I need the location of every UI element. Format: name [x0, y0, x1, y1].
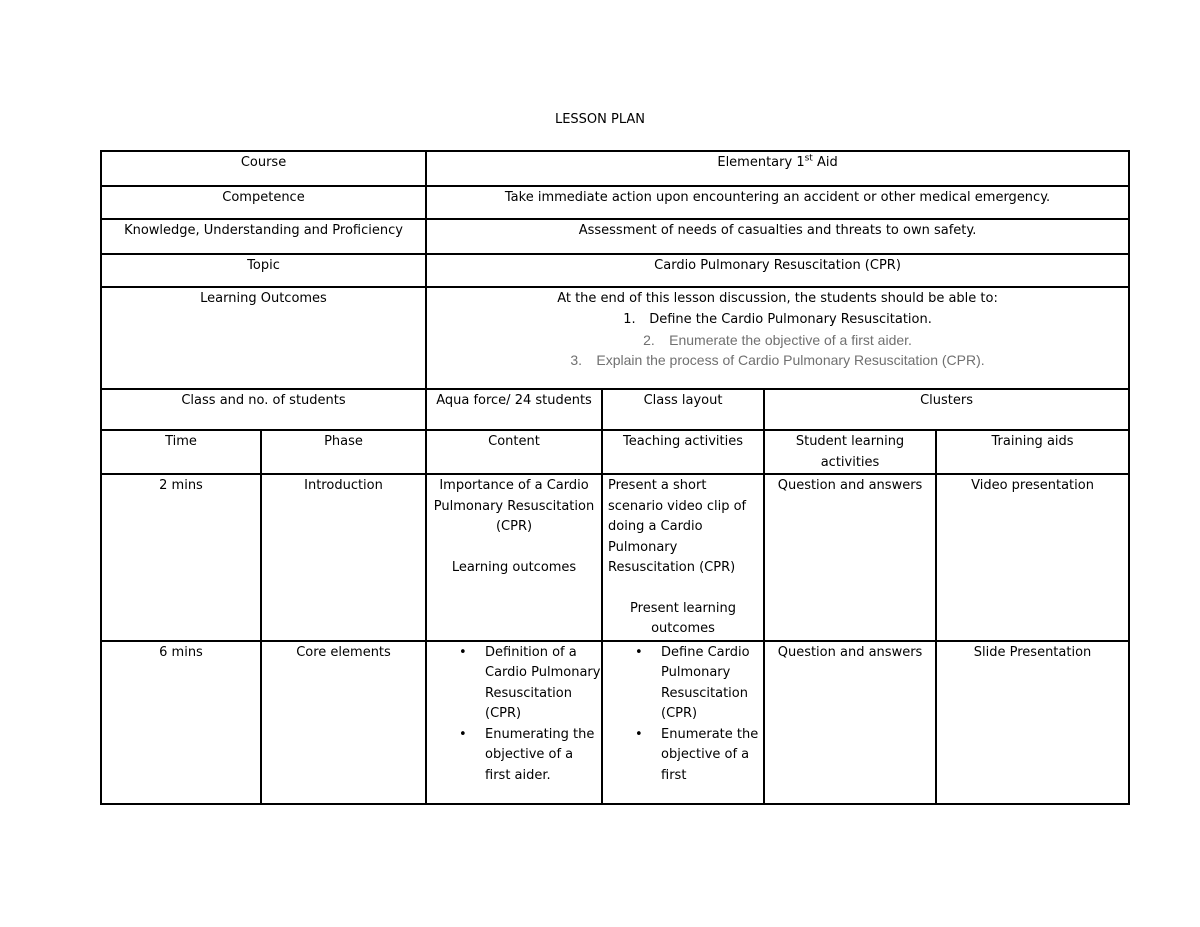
learning-outcomes-intro: At the end of this lesson discussion, the students should be able to: [557, 291, 998, 306]
table-header-row [101, 430, 1129, 474]
knowledge-row [101, 219, 1129, 254]
course-row [101, 151, 1129, 186]
row-phase: Core elements [261, 641, 426, 804]
column-header-time: Time [101, 430, 261, 474]
column-header-phase: Phase [261, 430, 426, 474]
competence-row [101, 186, 1129, 219]
course-value: Elementary 1st Aid [426, 151, 1129, 186]
table-row [101, 641, 1129, 804]
column-header-aids: Training aids [936, 430, 1129, 474]
row-aids: Slide Presentation [936, 641, 1129, 804]
row-student: Question and answers [764, 641, 936, 804]
learning-outcomes-value [426, 287, 1129, 389]
class-value: Aqua force/ 24 students [426, 389, 602, 430]
learning-outcome-item: 1. Define the Cardio Pulmonary Resuscitation. [623, 311, 932, 327]
bullet-icon: • [635, 644, 643, 660]
course-label: Course [101, 151, 426, 186]
content-bullet-item: • Definition of a Cardio Pulmonary Resuscitation (CPR) [459, 644, 601, 721]
row-content [426, 641, 602, 804]
content-bullet-item: • Enumerating the objective of a first aider. [459, 726, 595, 783]
row-teaching [602, 641, 764, 804]
row-time: 6 mins [101, 641, 261, 804]
learning-outcome-item: 2. Enumerate the objective of a first aider. [643, 332, 912, 348]
row-teaching [602, 474, 764, 641]
bullet-icon: • [459, 726, 467, 742]
topic-value: Cardio Pulmonary Resuscitation (CPR) [426, 254, 1129, 287]
teaching-item: Present learning outcomes [630, 600, 736, 636]
class-layout-label: Class layout [602, 389, 764, 430]
lesson-plan-table [100, 150, 1130, 805]
competence-value: Take immediate action upon encountering an accident or other medical emergency. [426, 186, 1129, 219]
page-title: LESSON PLAN [554, 112, 646, 127]
teaching-item: Present a short scenario video clip of doing a Cardio Pulmonary Resuscitation (CPR) [608, 478, 747, 575]
competence-label: Competence [101, 186, 426, 219]
content-item: Learning outcomes [451, 559, 577, 575]
topic-label: Topic [101, 254, 426, 287]
bullet-icon: • [459, 644, 467, 660]
knowledge-value: Assessment of needs of casualties and threats to own safety. [426, 219, 1129, 254]
class-layout-value: Clusters [764, 389, 1129, 430]
topic-row [101, 254, 1129, 287]
row-content [426, 474, 602, 641]
row-aids: Video presentation [936, 474, 1129, 641]
column-header-content: Content [426, 430, 602, 474]
row-student: Question and answers [764, 474, 936, 641]
bullet-icon: • [635, 726, 643, 742]
content-item: Importance of a Cardio Pulmonary Resuscitation (CPR) [433, 478, 595, 534]
content-bullet-list [427, 643, 601, 787]
teaching-bullet-item: • Enumerate the objective of a first [635, 726, 759, 783]
row-phase: Introduction [261, 474, 426, 641]
knowledge-label: Knowledge, Understanding and Proficiency [101, 219, 426, 254]
learning-outcomes-list [432, 310, 1123, 371]
column-header-teaching: Teaching activities [602, 430, 764, 474]
teaching-bullet-item: • Define Cardio Pulmonary Resuscitation (CPR) [635, 644, 750, 721]
learning-outcomes-label: Learning Outcomes [101, 287, 426, 389]
table-row [101, 474, 1129, 641]
learning-outcome-item: 3. Explain the process of Cardio Pulmonary Resuscitation (CPR). [570, 352, 985, 368]
learning-outcomes-row [101, 287, 1129, 389]
row-time: 2 mins [101, 474, 261, 641]
class-label: Class and no. of students [101, 389, 426, 430]
column-header-student: Student learning activities [764, 430, 936, 474]
teaching-bullet-list [603, 643, 763, 787]
class-row [101, 389, 1129, 430]
